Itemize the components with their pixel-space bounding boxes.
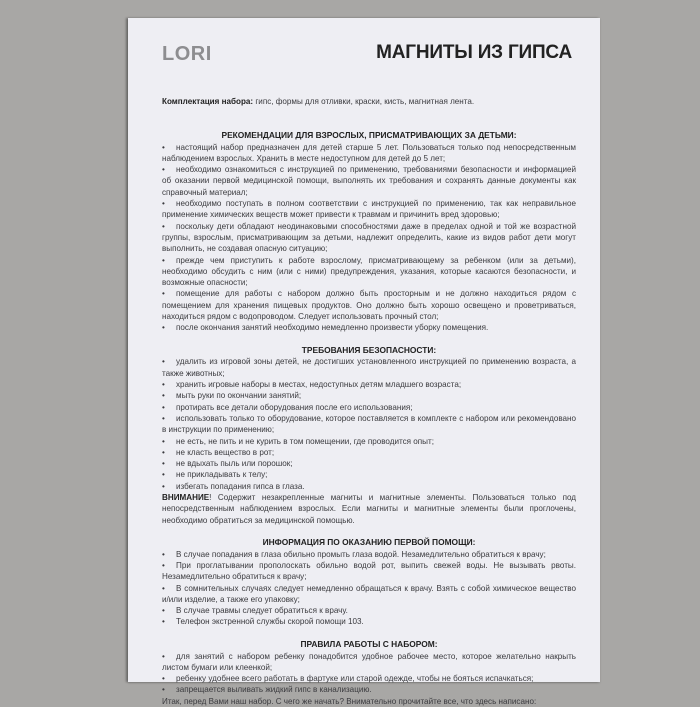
list-item: • В случае травмы следует обратиться к врачу. xyxy=(162,606,348,616)
kit-value: гипс, формы для отливки, краски, кисть, магнитная лента. xyxy=(253,97,475,106)
list-item: • хранить игровые наборы в местах, недоступных детям младшего возраста; xyxy=(162,380,462,390)
section-first-aid xyxy=(162,537,576,627)
bullet-icon: • xyxy=(162,549,165,559)
bullet-icon: • xyxy=(162,402,165,412)
list-item: • поскольку дети обладают неодинаковыми способностями даже в пределах одной и той же возрастной группы, взрослым, присматривающим за детьми, надлежит определить, какие из видов работ дети могут выполнить, не создавая опасную ситуацию; xyxy=(162,221,576,254)
section-safety-requirements xyxy=(162,345,576,526)
bullet-icon: • xyxy=(162,606,165,616)
bullet-icon: • xyxy=(162,617,165,627)
list-item: • избегать попадания гипса в глаза. xyxy=(162,481,305,491)
list-item: • после окончания занятий необходимо немедленно произвести уборку помещения. xyxy=(162,323,489,333)
section-adult-recommendations xyxy=(162,130,576,333)
list-item: • для занятий с набором ребенку понадобится удобное рабочее место, которое желательно накрыть листом бумаги или клеенкой; xyxy=(162,651,576,672)
bullet-icon: • xyxy=(162,436,165,446)
bullet-icon: • xyxy=(162,221,165,231)
list-item: • прежде чем приступить к работе взрослому, присматривающему за ребенком (или за детьми), необходимо обсудить с ним (или с ними) предупреждения, указания, которые касаются безопасности, и возможные опасности; xyxy=(162,255,576,288)
bullet-icon: • xyxy=(162,651,165,661)
list-item: • При проглатывании прополоскать обильно водой рот, выпить свежей воды. Не вызывать рвоты. Незамедлительно обратиться к врачу; xyxy=(162,560,576,582)
bullet-icon: • xyxy=(162,391,165,401)
instruction-sheet xyxy=(128,18,600,706)
bullet-icon: • xyxy=(162,255,165,265)
list-item: • настоящий набор предназначен для детей старше 5 лет. Пользоваться только под непосредственным наблюдением взрослых. Хранить в месте недоступном для детей до 5 лет; xyxy=(162,142,576,163)
list-item: • не класть вещество в рот; xyxy=(162,447,275,457)
section-heading: ТРЕБОВАНИЯ БЕЗОПАСНОСТИ: xyxy=(301,345,437,356)
list-item: • необходимо поступать в полном соответствии с инструкцией по применению, так как неправильное применение химических веществ может привести к травмам и причинить вред здоровью; xyxy=(162,199,576,220)
kit-label: Комплектация набора: xyxy=(162,97,254,106)
bullet-icon: • xyxy=(162,413,165,423)
spacer xyxy=(162,628,576,640)
section-heading: РЕКОМЕНДАЦИИ ДЛЯ ВЗРОСЛЫХ, ПРИСМАТРИВАЮЩИХ ЗА ДЕТЬМИ: xyxy=(221,130,517,141)
list-item: • мыть руки по окончании занятий; xyxy=(162,391,302,401)
list-item: • помещение для работы с набором должно быть просторным и не должно находиться рядом с помещением для хранения пищевых продуктов. Оно должно быть хорошо освещено и проветриваться, находиться рядом с водопроводом. Следует использовать прочный стол; xyxy=(162,289,576,322)
list-item: • не вдыхать пыль или порошок; xyxy=(162,459,293,469)
list-item: • Телефон экстренной службы скорой помощи 103. xyxy=(162,617,364,627)
list-item: • удалить из игровой зоны детей, не достигших установленного инструкцией по применению возраста, а также животных; xyxy=(162,357,576,378)
list-item: • использовать только то оборудование, которое поставляется в комплекте с набором или рекомендовано в инструкции по применению; xyxy=(162,413,576,435)
bullet-icon: • xyxy=(162,447,165,457)
section-work-rules xyxy=(162,639,576,707)
list-item: • запрещается выливать жидкий гипс в канализацию. xyxy=(162,685,372,695)
bullet-icon: • xyxy=(162,323,165,333)
bullet-icon: • xyxy=(162,560,165,570)
bullet-icon: • xyxy=(162,142,165,152)
list-item: • необходимо ознакомиться с инструкцией по применению, требованиями безопасности и информацией об оказании первой медицинской помощи, выполнять их требования и сохранять данные документы как справочный материал; xyxy=(162,165,576,197)
list-item: • не есть, не пить и не курить в том помещении, где проводится опыт; xyxy=(162,436,434,446)
bullet-icon: • xyxy=(162,674,165,684)
bullet-icon: • xyxy=(162,583,165,593)
bullet-icon: • xyxy=(162,685,165,695)
bullet-icon: • xyxy=(162,289,165,299)
spacer xyxy=(162,526,576,538)
section-heading: ИНФОРМАЦИЯ ПО ОКАЗАНИЮ ПЕРВОЙ ПОМОЩИ: xyxy=(262,537,476,548)
bullet-icon: • xyxy=(162,481,165,491)
warning-label: ВНИМАНИЕ xyxy=(162,493,210,502)
section-heading: ПРАВИЛА РАБОТЫ С НАБОРОМ: xyxy=(300,639,438,650)
list-item: • В сомнительных случаях следует немедленно обращаться к врачу. Взять с собой химическое вещество и/или изделие, а также его упаковку; xyxy=(162,583,576,604)
warning-note: ВНИМАНИЕ! Содержит незакрепленные магниты и магнитные элементы. Пользоваться только под непосредственным наблюдением взрослых. Если магниты и магнитные элементы были проглочены, необходимо обратиться за медицинской помощью. xyxy=(162,493,576,525)
bullet-icon: • xyxy=(162,199,165,209)
bullet-icon: • xyxy=(162,165,165,175)
list-item: • ребенку удобнее всего работать в фартуке или старой одежде, чтобы не бояться испачкаться; xyxy=(162,674,534,684)
closing-text: Итак, перед Вами наш набор. С чего же начать? Внимательно прочитайте все, что здесь написано: xyxy=(162,696,537,706)
list-item: • протирать все детали оборудования после его использования; xyxy=(162,402,413,412)
kit-contents xyxy=(162,96,576,107)
brand-logo: LORI xyxy=(162,43,212,65)
list-item: • В случае попадания в глаза обильно промыть глаза водой. Незамедлительно обратиться к врачу; xyxy=(162,549,546,559)
page-title: МАГНИТЫ ИЗ ГИПСА xyxy=(376,42,572,63)
document-body xyxy=(162,96,576,707)
bullet-icon: • xyxy=(162,470,165,480)
list-item: • не прикладывать к телу; xyxy=(162,470,268,480)
bullet-icon: • xyxy=(162,380,165,390)
bullet-icon: • xyxy=(162,459,165,469)
bullet-icon: • xyxy=(162,357,165,367)
spacer xyxy=(162,334,576,346)
